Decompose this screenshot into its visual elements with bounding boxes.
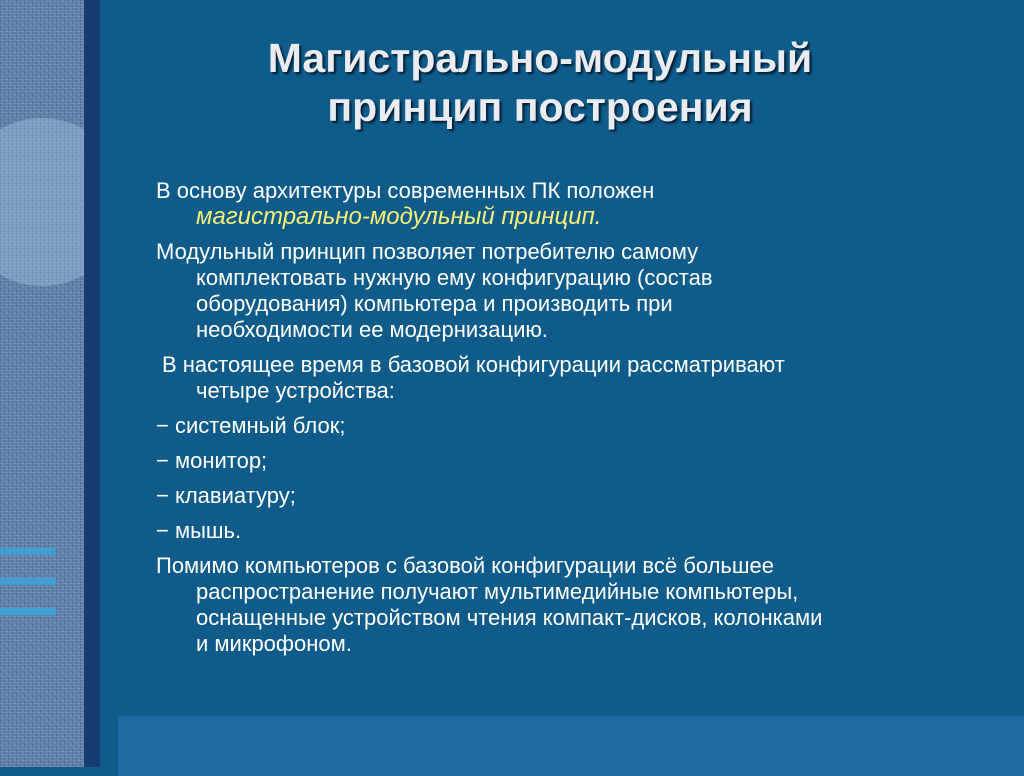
modular-line-4: необходимости ее модернизацию. [196, 317, 548, 342]
decorative-bar [0, 548, 56, 555]
modular-line-1: Модульный принцип позволяет потребителю самому [156, 239, 699, 264]
paragraph-modular [156, 239, 1006, 343]
slide-title [140, 34, 940, 132]
intro-highlight: магистрально-модульный принцип. [196, 203, 602, 230]
modular-line-2: комплектовать нужную ему конфигурацию (состав [196, 265, 713, 290]
intro-text: В основу архитектуры современных ПК положен [156, 178, 655, 203]
multimedia-line-1: Помимо компьютеров с базовой конфигурации всё большее [156, 553, 774, 578]
decorative-bar [0, 608, 56, 615]
device-item: − мышь. [156, 518, 242, 543]
decorative-bar [0, 578, 56, 585]
config-line-2: четыре устройства: [196, 378, 395, 403]
decorative-circle [0, 118, 84, 286]
multimedia-line-3: оснащенные устройством чтения компакт-дисков, колонками [196, 605, 823, 630]
device-item: − клавиатуру; [156, 483, 296, 508]
decorative-bottom-box [118, 716, 1024, 776]
device-item: − монитор; [156, 448, 268, 473]
multimedia-line-2: распространение получают мультимедийные компьютеры, [196, 579, 799, 604]
multimedia-line-4: и микрофоном. [196, 631, 352, 656]
device-item: − системный блок; [156, 413, 346, 438]
slide-body [156, 178, 1006, 666]
decorative-divider [84, 0, 100, 767]
decorative-left-strip [0, 0, 84, 767]
config-line-1: В настоящее время в базовой конфигурации рассматривают [162, 352, 785, 377]
paragraph-multimedia [156, 553, 1006, 657]
modular-line-3: оборудования) компьютера и производить при [196, 291, 673, 316]
title-line-2: принцип построения [327, 84, 753, 130]
paragraph-config [156, 352, 1006, 404]
paragraph-intro [156, 178, 1006, 230]
title-line-1: Магистрально-модульный [267, 35, 813, 81]
